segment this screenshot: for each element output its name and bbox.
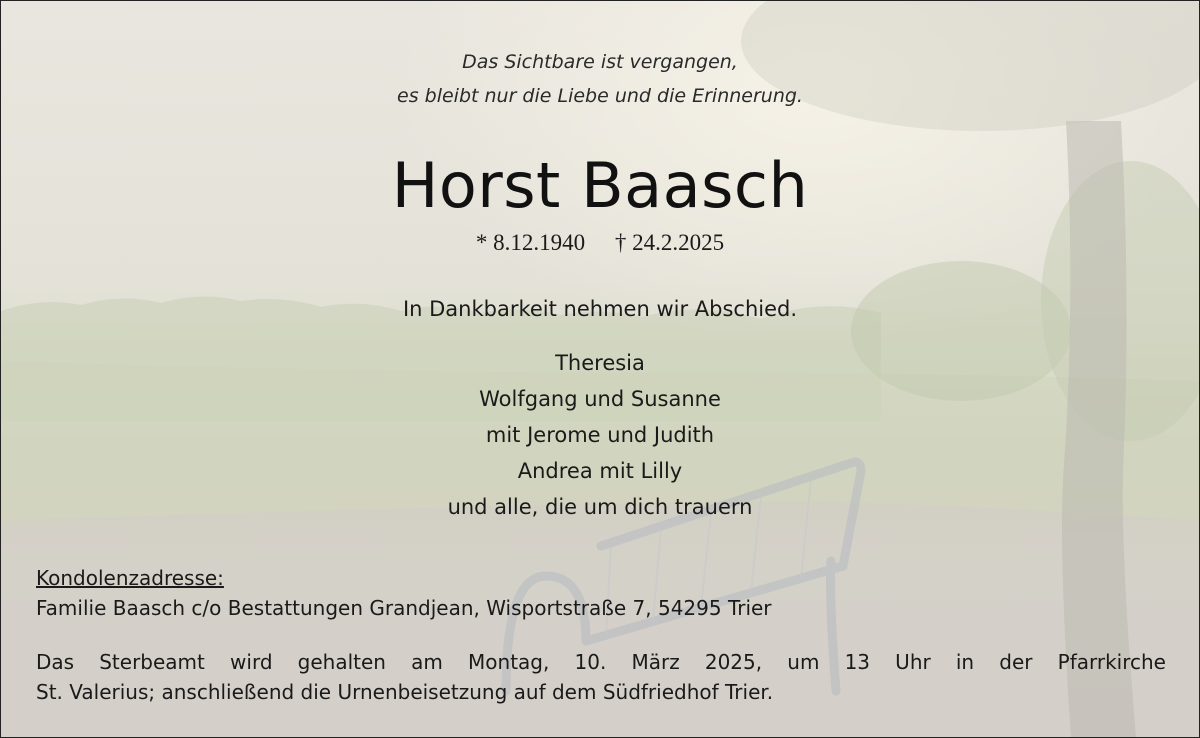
- mourner-line: Theresia: [555, 351, 645, 375]
- mourner-line: Wolfgang und Susanne: [479, 387, 721, 411]
- condolence-label: Kondolenzadresse:: [36, 566, 224, 590]
- farewell-line: In Dankbarkeit nehmen wir Abschied.: [402, 297, 798, 321]
- birth-date: * 8.12.1940: [475, 230, 586, 255]
- service-notice: [36, 647, 1166, 707]
- service-notice-line-1: Das Sterbeamt wird gehalten am Montag, 10. März 2025, um 13 Uhr in der Pfarrkirche: [36, 650, 1166, 674]
- life-dates: [1, 227, 1199, 259]
- obituary-text: [1, 1, 1199, 737]
- memorial-verse: [1, 45, 1199, 113]
- deceased-name: Horst Baasch: [391, 149, 809, 222]
- service-notice-line-2: St. Valerius; anschließend die Urnenbeisetzung auf dem Südfriedhof Trier.: [36, 680, 774, 704]
- mourner-line: Andrea mit Lilly: [517, 459, 683, 483]
- mourners-list: [1, 345, 1199, 525]
- condolence-address: Familie Baasch c/o Bestattungen Grandjean, Wisportstraße 7, 54295 Trier: [36, 596, 772, 620]
- mourner-line: und alle, die um dich trauern: [447, 495, 753, 519]
- verse-line-1: Das Sichtbare ist vergangen,: [462, 51, 738, 73]
- death-date: † 24.2.2025: [614, 230, 725, 255]
- mourner-line: mit Jerome und Judith: [485, 423, 715, 447]
- verse-line-2: es bleibt nur die Liebe und die Erinnerung.: [397, 85, 803, 107]
